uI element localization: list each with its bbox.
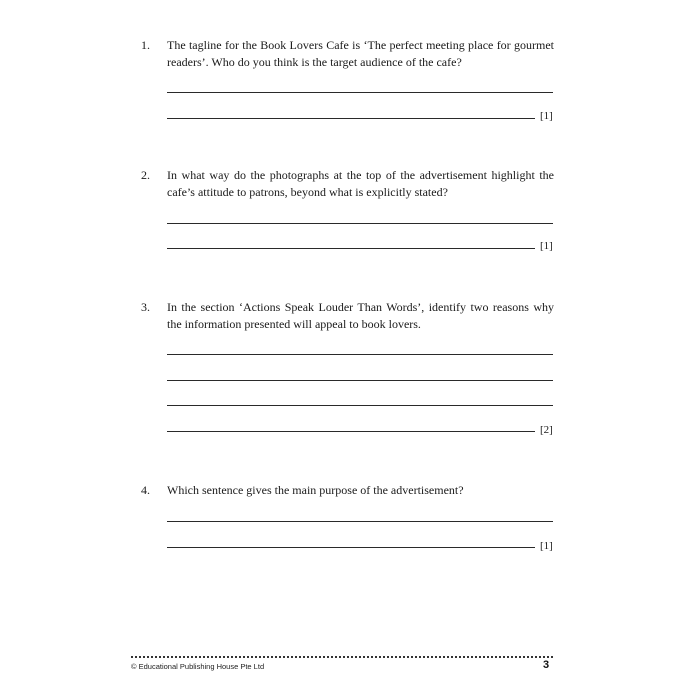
- question-number: 3.: [141, 300, 150, 314]
- question-text: In what way do the photographs at the top of the advertisement highlight the cafe’s attitude to patrons, beyond what is explicitly stated?: [167, 168, 554, 199]
- answer-line[interactable]: [167, 405, 553, 406]
- question-text: The tagline for the Book Lovers Cafe is ‘The perfect meeting place for gourmet readers’. Who do you think is the target audience of the cafe?: [167, 38, 554, 69]
- question-number: 2.: [141, 168, 150, 182]
- marks-label: [1]: [540, 110, 553, 122]
- question-number: 1.: [141, 38, 150, 52]
- answer-line[interactable]: [167, 223, 553, 224]
- copyright-text: © Educational Publishing House Pte Ltd: [131, 662, 265, 671]
- question-number: 4.: [141, 483, 150, 497]
- answer-line[interactable]: [167, 248, 535, 249]
- marks-label: [1]: [540, 240, 553, 252]
- answer-line[interactable]: [167, 92, 553, 93]
- answer-line[interactable]: [167, 380, 553, 381]
- question-text: In the section ‘Actions Speak Louder Than Words’, identify two reasons why the information presented will appeal to book lovers.: [167, 300, 554, 331]
- marks-label: [1]: [540, 540, 553, 552]
- page-number: 3: [543, 659, 550, 671]
- footer-divider: [131, 656, 553, 658]
- answer-line[interactable]: [167, 118, 535, 119]
- question-text: Which sentence gives the main purpose of the advertisement?: [167, 483, 464, 497]
- answer-line[interactable]: [167, 521, 553, 522]
- answer-line[interactable]: [167, 431, 535, 432]
- answer-line[interactable]: [167, 547, 535, 548]
- marks-label: [2]: [540, 424, 553, 436]
- answer-line[interactable]: [167, 354, 553, 355]
